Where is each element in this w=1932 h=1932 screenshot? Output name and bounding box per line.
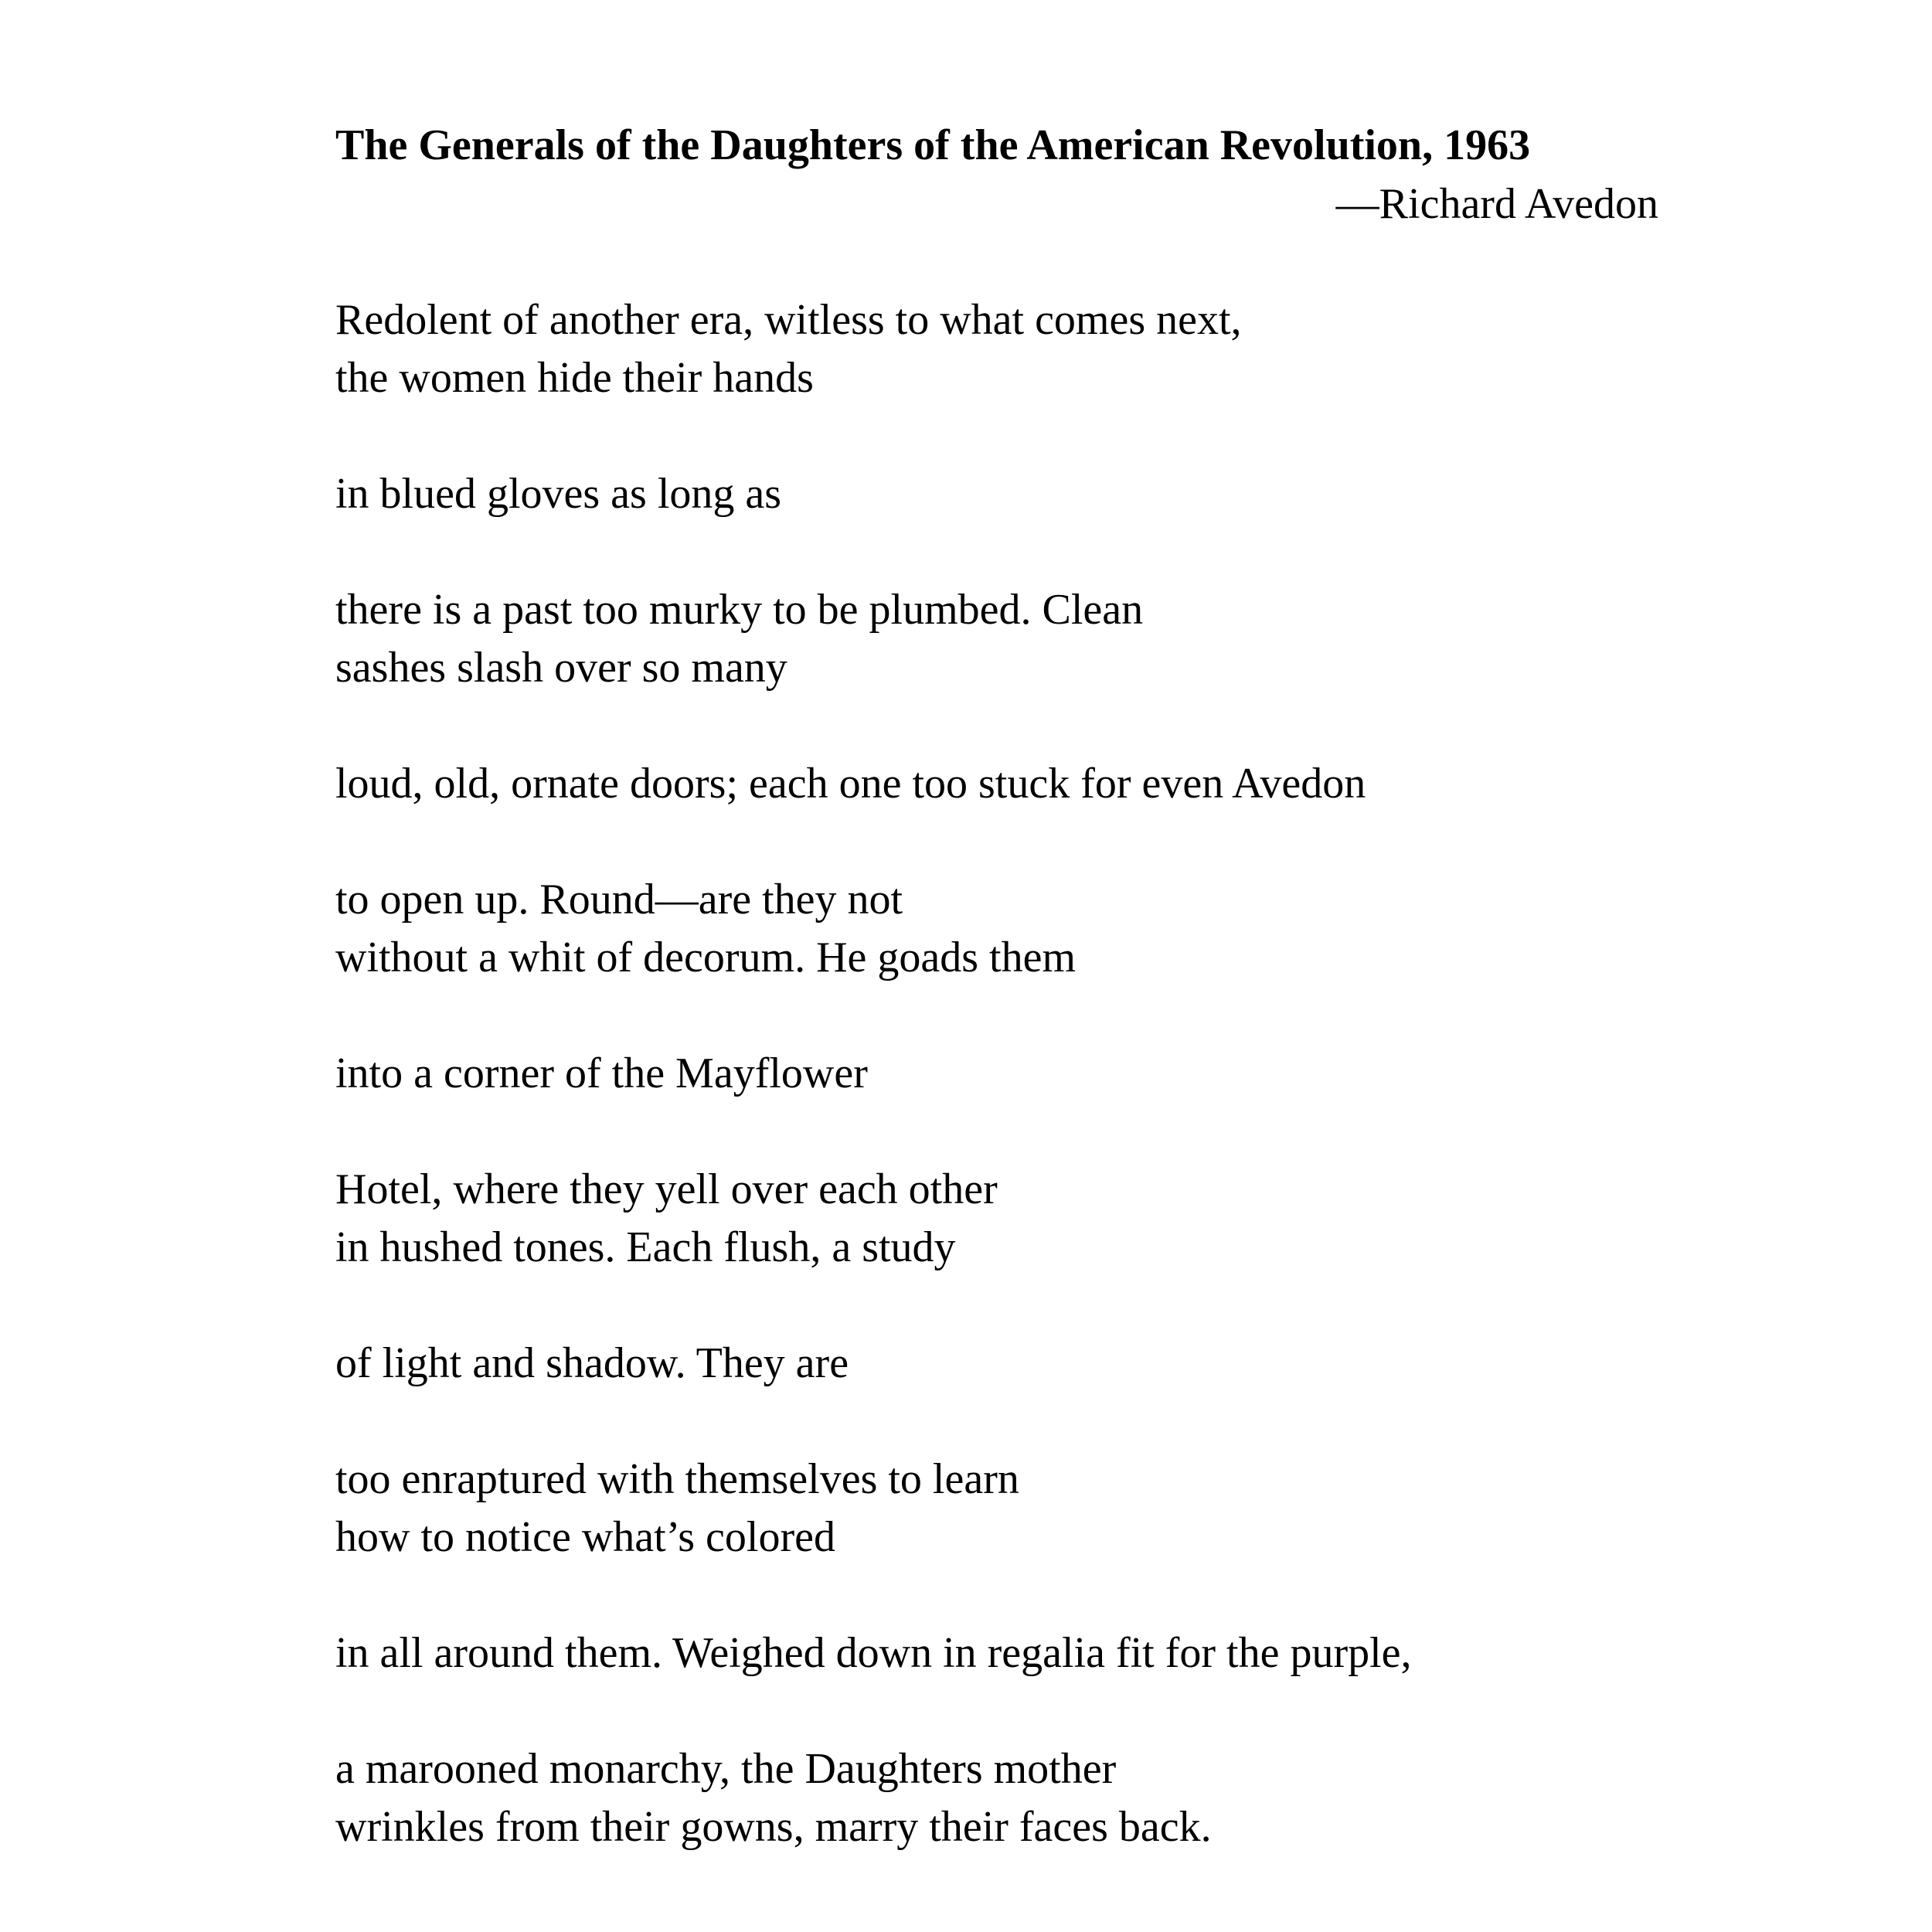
poem-body — [335, 291, 1665, 1856]
poem-epigraph: —Richard Avedon — [1335, 180, 1658, 228]
stanza — [335, 755, 1665, 813]
stanza — [335, 291, 1665, 407]
poem-line: too enraptured with themselves to learn — [335, 1455, 1019, 1503]
poem-line: a marooned monarchy, the Daughters mother — [335, 1745, 1117, 1793]
stanza — [335, 1335, 1665, 1393]
poem-line: into a corner of the Mayflower — [335, 1049, 868, 1097]
poem-line: in hushed tones. Each flush, a study — [335, 1223, 956, 1271]
poem-line: sashes slash over so many — [335, 644, 787, 692]
poem-line: there is a past too murky to be plumbed. Clean — [335, 586, 1144, 634]
poem-line: Redolent of another era, witless to what comes next, — [335, 296, 1242, 344]
poem-line: the women hide their hands — [335, 354, 814, 402]
stanza — [335, 1161, 1665, 1277]
stanza — [335, 1451, 1665, 1566]
poem-line: loud, old, ornate doors; each one too stuck for even Avedon — [335, 760, 1366, 808]
poem-line: wrinkles from their gowns, marry their faces back. — [335, 1803, 1212, 1851]
stanza — [335, 1045, 1665, 1103]
poem-line: Hotel, where they yell over each other — [335, 1165, 998, 1213]
poem-line: without a whit of decorum. He goads them — [335, 934, 1077, 981]
stanza — [335, 1624, 1665, 1682]
stanza — [335, 871, 1665, 987]
poem-line: in blued gloves as long as — [335, 470, 782, 518]
poem-line: to open up. Round—are they not — [335, 876, 903, 923]
stanza — [335, 465, 1665, 523]
poem-page — [335, 116, 1665, 1856]
stanza — [335, 581, 1665, 697]
poem-line: how to notice what’s colored — [335, 1513, 835, 1561]
stanza — [335, 1740, 1665, 1856]
poem-line: in all around them. Weighed down in regalia fit for the purple, — [335, 1629, 1412, 1677]
poem-title: The Generals of the Daughters of the American Revolution, 1963 — [335, 121, 1531, 169]
poem-line: of light and shadow. They are — [335, 1339, 849, 1387]
